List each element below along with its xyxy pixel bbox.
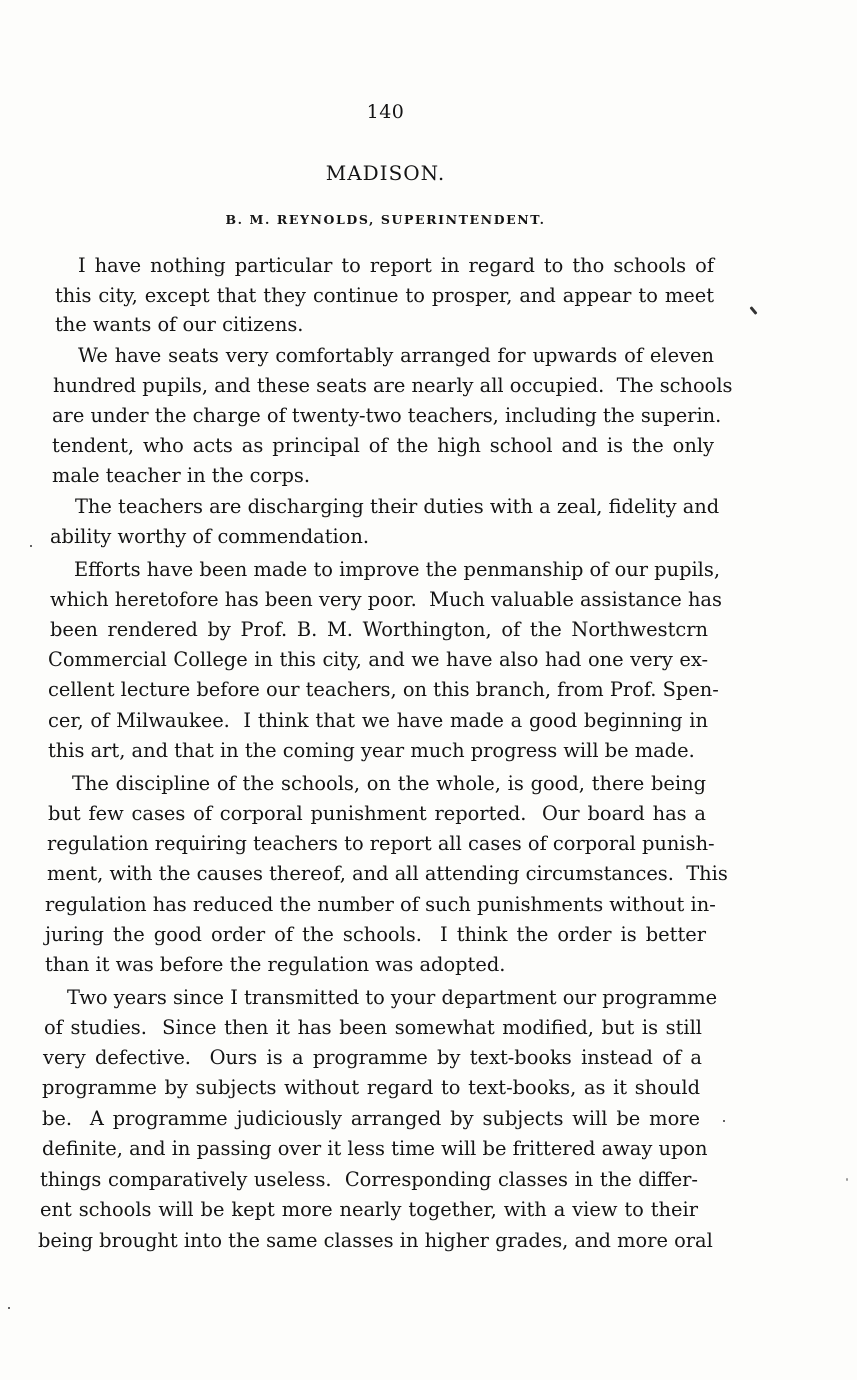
text-line: Two years since I transmitted to your department our programme [67,986,718,1009]
text-line: regulation requiring teachers to report all cases of corporal punish- [47,832,715,855]
page-title: MADISON. [325,161,446,185]
text-line: cer, of Milwaukee. I think that we have made a good beginning in [48,709,708,732]
text-line: juring the good order of the schools. I think the order is better [45,923,706,946]
text-line: hundred pupils, and these seats are nearly all occupied. The schools [53,374,733,397]
text-line: I have nothing particular to report in regard to tho schools of [78,254,714,277]
scan-speck [723,1120,725,1122]
text-line: than it was before the regulation was adopted. [45,953,506,976]
text-line: being brought into the same classes in higher grades, and more oral [38,1229,713,1252]
text-line: ent schools will be kept more nearly together, with a view to their [40,1198,698,1221]
scan-speck [30,545,32,547]
text-line: this art, and that in the coming year much progress will be made. [48,739,695,762]
text-line: The teachers are discharging their duties with a zeal, fidelity and [75,495,720,518]
text-line: male teacher in the corps. [52,464,310,487]
text-line: We have seats very comfortably arranged for upwards of eleven [78,344,714,367]
text-line: be. A programme judiciously arranged by subjects will be more [42,1107,700,1130]
text-line: cellent lecture before our teachers, on this branch, from Prof. Spen- [48,678,719,701]
text-line: ability worthy of commendation. [50,525,370,548]
text-line: been rendered by Prof. B. M. Worthington, of the Northwestcrn [50,618,708,641]
text-line: Commercial College in this city, and we have also had one very ex- [48,648,708,671]
author-line: B. M. REYNOLDS, SUPERINTENDENT. [225,212,546,227]
text-line: the wants of our citizens. [55,313,304,336]
text-line: The discipline of the schools, on the whole, is good, there being [72,772,706,795]
text-line: are under the charge of twenty-two teachers, including the superin. [52,404,722,427]
text-line: but few cases of corporal punishment reported. Our board has a [48,802,706,825]
text-line: programme by subjects without regard to text-books, as it should [42,1076,700,1099]
scan-mark [749,306,757,315]
text-line: Efforts have been made to improve the penmanship of our pupils, [74,558,720,581]
text-line: ment, with the causes thereof, and all attending circumstances. This [47,862,728,885]
text-line: definite, and in passing over it less time will be frittered away upon [42,1137,708,1160]
text-line: this city, except that they continue to prosper, and appear to meet [55,284,714,307]
text-line: very defective. Ours is a programme by text-books instead of a [43,1046,702,1069]
text-line: of studies. Since then it has been somewhat modified, but is still [44,1016,702,1039]
page-number: 140 [366,101,405,123]
text-line: which heretofore has been very poor. Much valuable assistance has [50,588,722,611]
text-line: tendent, who acts as principal of the high school and is the only [52,434,714,457]
text-line: things comparatively useless. Corresponding classes in the differ- [40,1168,698,1191]
text-line: regulation has reduced the number of such punishments without in- [45,893,716,916]
scan-speck [8,1307,10,1309]
scan-speck [846,1178,848,1181]
